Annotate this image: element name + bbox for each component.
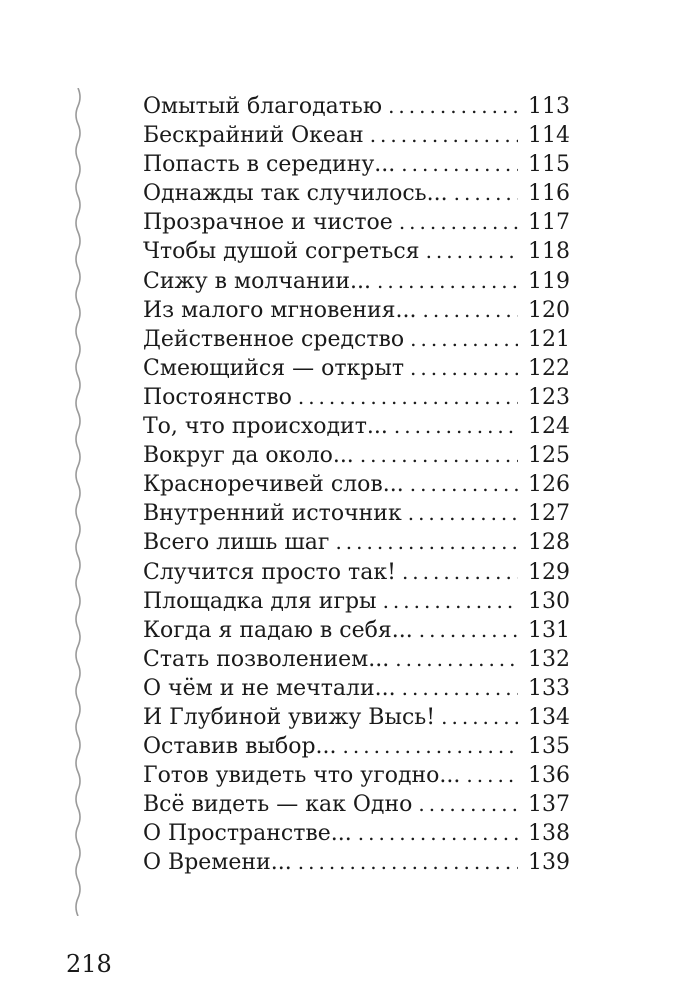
toc-entry-page: 134 — [528, 704, 570, 730]
toc-entry-title: О Времени... — [143, 850, 292, 876]
toc-entry-page: 123 — [528, 384, 570, 410]
toc-entry-title: Однажды так случилось... — [143, 181, 448, 207]
toc-entry-title: Попасть в середину... — [143, 152, 396, 178]
toc-entry-page: 113 — [528, 94, 570, 119]
toc-entry-title: Вокруг да около... — [143, 443, 354, 469]
dot-leader — [377, 267, 518, 296]
wavy-line-icon — [66, 88, 90, 916]
toc-entry-page: 131 — [528, 617, 570, 643]
dot-leader — [399, 208, 518, 237]
toc-entry-title: Постоянство — [143, 384, 292, 410]
toc-entry-title: Всё видеть — как Одно — [143, 792, 413, 818]
dot-leader — [454, 179, 518, 208]
toc-entry-page: 128 — [528, 530, 570, 556]
toc-entry[interactable] — [143, 645, 570, 674]
toc-entry[interactable] — [143, 616, 570, 645]
toc-entry-title: Прозрачное и чистое — [143, 210, 393, 236]
toc-entry[interactable] — [143, 354, 570, 383]
toc-entry-title: Площадка для игры — [143, 588, 377, 614]
toc-entry-title: Омытый благодатью — [143, 94, 383, 119]
dot-leader — [419, 616, 518, 645]
dot-leader — [394, 412, 518, 441]
toc-entry[interactable] — [143, 208, 570, 237]
dot-leader — [370, 121, 518, 150]
toc-entry[interactable] — [143, 703, 570, 732]
toc-entry-page: 125 — [528, 443, 570, 469]
toc-entry[interactable] — [143, 819, 570, 848]
dot-leader — [466, 761, 518, 790]
toc-entry-title: Из малого мгновения... — [143, 297, 417, 323]
toc-entry-page: 126 — [528, 472, 570, 498]
dot-leader — [335, 528, 518, 557]
dot-leader — [402, 558, 518, 587]
toc-entry-title: Всего лишь шаг — [143, 530, 330, 556]
toc-entry[interactable] — [143, 296, 570, 325]
dot-leader — [441, 703, 518, 732]
dot-leader — [410, 325, 518, 354]
toc-entry[interactable] — [143, 179, 570, 208]
toc-entry-title: И Глубиной увижу Высь! — [143, 704, 436, 730]
toc-entry-page: 116 — [528, 181, 570, 207]
toc-entry-page: 122 — [528, 355, 570, 381]
toc-entry-title: То, что происходит... — [143, 414, 388, 440]
toc-entry-title: Красноречивей слов... — [143, 472, 404, 498]
toc-entry[interactable] — [143, 732, 570, 761]
toc-entry-title: Когда я падаю в себя... — [143, 617, 413, 643]
toc-entry[interactable] — [143, 848, 570, 877]
toc-entry-title: Бескрайний Океан — [143, 123, 364, 149]
dot-leader — [401, 150, 518, 179]
toc-entry-title: Внутренний источник — [143, 501, 402, 527]
toc-entry-page: 124 — [528, 414, 570, 440]
toc-entry[interactable] — [143, 441, 570, 470]
toc-entry[interactable] — [143, 150, 570, 179]
toc-entry-page: 127 — [528, 501, 570, 527]
dot-leader — [408, 499, 518, 528]
toc-entry-page: 139 — [528, 850, 570, 876]
dot-leader — [395, 645, 518, 674]
page-number: 218 — [66, 950, 112, 978]
dot-leader — [426, 237, 518, 266]
dot-leader — [343, 732, 518, 761]
toc-entry[interactable] — [143, 237, 570, 266]
toc-entry[interactable] — [143, 761, 570, 790]
toc-entry-page: 117 — [528, 210, 570, 236]
toc-entry-page: 118 — [528, 239, 570, 265]
dot-leader — [402, 674, 518, 703]
toc-entry-page: 135 — [528, 734, 570, 760]
toc-entry[interactable] — [143, 499, 570, 528]
toc-entry-title: Чтобы душой согреться — [143, 239, 420, 265]
toc-entry[interactable] — [143, 587, 570, 616]
toc-entry-page: 130 — [528, 588, 570, 614]
toc-entry[interactable] — [143, 470, 570, 499]
toc-entry[interactable] — [143, 528, 570, 557]
toc-entry[interactable] — [143, 121, 570, 150]
dot-leader — [388, 92, 518, 121]
toc-entry[interactable] — [143, 674, 570, 703]
toc-entry-page: 137 — [528, 792, 570, 818]
dot-leader — [358, 819, 518, 848]
toc-entry[interactable] — [143, 92, 570, 121]
dot-leader — [418, 790, 518, 819]
toc-entry-title: О чём и не мечтали... — [143, 675, 396, 701]
toc-entry-page: 114 — [528, 123, 570, 149]
table-of-contents — [143, 92, 570, 878]
toc-entry-page: 119 — [528, 268, 570, 294]
toc-entry[interactable] — [143, 558, 570, 587]
toc-entry-title: Смеющийся — открыт — [143, 355, 405, 381]
toc-entry-title: Готов увидеть что угодно... — [143, 763, 461, 789]
toc-entry-page: 121 — [528, 326, 570, 352]
toc-entry-title: Стать позволением... — [143, 646, 390, 672]
toc-entry-title: Случится просто так! — [143, 559, 396, 585]
toc-entry-page: 133 — [528, 675, 570, 701]
dot-leader — [410, 354, 518, 383]
dot-leader — [423, 296, 518, 325]
toc-entry[interactable] — [143, 267, 570, 296]
toc-entry-title: Сижу в молчании... — [143, 268, 372, 294]
toc-entry-page: 120 — [528, 297, 570, 323]
toc-entry[interactable] — [143, 325, 570, 354]
toc-entry[interactable] — [143, 383, 570, 412]
toc-entry-page: 138 — [528, 821, 570, 847]
toc-entry-title: О Пространстве... — [143, 821, 352, 847]
toc-entry-title: Оставив выбор... — [143, 734, 337, 760]
toc-entry-page: 136 — [528, 763, 570, 789]
toc-entry-page: 115 — [528, 152, 570, 178]
dot-leader — [298, 383, 518, 412]
toc-entry-title: Действенное средство — [143, 326, 405, 352]
dot-leader — [298, 848, 518, 877]
toc-entry-page: 129 — [528, 559, 570, 585]
toc-entry[interactable] — [143, 790, 570, 819]
dot-leader — [360, 441, 518, 470]
dot-leader — [383, 587, 518, 616]
toc-entry-page: 132 — [528, 646, 570, 672]
toc-entry[interactable] — [143, 412, 570, 441]
dot-leader — [410, 470, 518, 499]
